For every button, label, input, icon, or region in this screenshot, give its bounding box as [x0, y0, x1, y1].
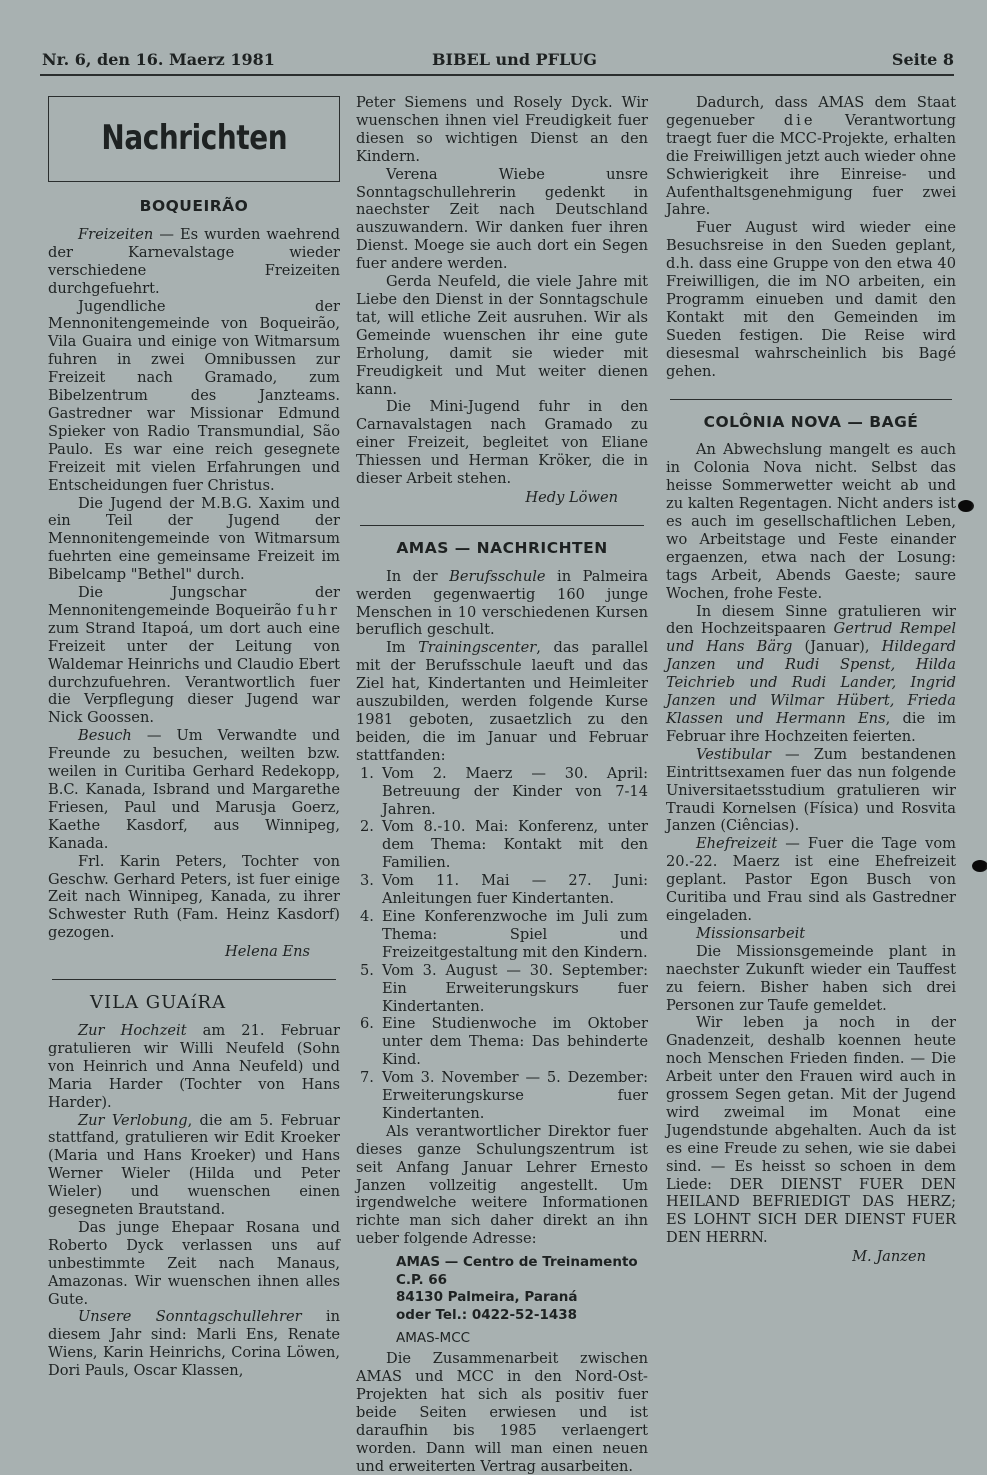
paragraph: Die Zusammenarbeit zwischen AMAS und MCC in den Nord-Ost-Projekten hat sich als positiv fuer beide Seiten erwiesen und ist daraufhin bis 1985 verlaengert worden. Dann will man einen neuen und erweiterten Vertrag ausarbeiten.: [356, 1350, 648, 1475]
list-item: 6. Eine Studienwoche im Oktober unter dem Thema: Das behinderte Kind.: [360, 1015, 648, 1069]
paragraph: Ehefreizeit — Fuer die Tage vom 20.-22. Maerz ist eine Ehefreizeit geplant. Pastor Egon Busch von Curitiba und Frau sind als Gastredner eingeladen.: [666, 835, 956, 924]
paragraph: Die Missionsgemeinde plant in naechster Zukunft wieder ein Tauffest zu feiern. Bisher haben sich drei Personen zur Taufe gemeldet.: [666, 942, 956, 1014]
paragraph: Peter Siemens und Rosely Dyck. Wir wuenschen ihnen viel Freudigkeit fuer diesen so wichtigen Dienst an den Kindern.: [356, 94, 648, 165]
paragraph: Zur Verlobung, die am 5. Februar stattfand, gratulieren wir Edit Kroeker (Maria und Hans Kroeker) und Hans Werner Wieler (Hilda und Peter Wieler) und wuenschen einen gesegneten Brautstand.: [48, 1111, 340, 1219]
punch-hole: [958, 500, 974, 512]
section-title-box: [48, 96, 340, 182]
paragraph: Fuer August wird wieder eine Besuchsreise in den Sueden geplant, d.h. dass eine Gruppe von den etwa 40 Freiwilligen, die im NO arbeiten, ein Programm einueben und damit den Kontakt mit den Gemeinden im Sueden festigen. Die Reise wird diesesmal wahrscheinlich bis Bagé gehen.: [666, 219, 956, 380]
amas-address: AMAS — Centro de Treinamento C.P. 66 84130 Palmeira, Paraná oder Tel.: 0422-52-1438: [396, 1254, 638, 1323]
subheading-amas-mcc: AMAS-MCC: [396, 1330, 471, 1347]
paragraph: Die Jungschar der Mennonitengemeinde Boqueirão fuhr zum Strand Itapoá, um dort auch eine Freizeit unter der Leitung von Waldemar Heinrichs und Claudio Ebert durchzufuehren. Verantwortlich fuer die Verpflegung dieser Jugend war Nick Goossen.: [48, 584, 340, 727]
column-2: [356, 94, 648, 1475]
list-item: 4. Eine Konferenzwoche im Juli zum Thema: Spiel und Freizeitgestaltung mit den Kindern.: [360, 907, 648, 961]
course-list: [356, 765, 648, 1123]
paragraph: Im Trainingscenter, das parallel mit der Berufsschule laeuft und das Ziel hat, Kindertanten und Heimleiter auszubilden, werden folgende Kurse 1981 geboten, zusaetzlich zu den beiden, die im Januar und Februar stattfanden:: [356, 639, 648, 764]
column-rule: [670, 399, 952, 400]
paragraph: Zur Hochzeit am 21. Februar gratulieren wir Willi Neufeld (Sohn von Heinrich und Anna Neufeld) und Maria Harder (Tochter von Hans Harder).: [48, 1021, 340, 1111]
column-rule: [52, 979, 336, 980]
signature-helena-ens: Helena Ens: [225, 943, 310, 961]
paragraph: Gerda Neufeld, die viele Jahre mit Liebe den Dienst in der Sonntagschule tat, will etliche Zeit ausruhen. Wir als Gemeinde wuenschen ihr eine gute Erholung, damit sie wieder mit Freudigkeit und Mut weiter dienen kann.: [356, 273, 648, 398]
signature-m-janzen: M. Janzen: [852, 1248, 926, 1266]
section-title: Nachrichten: [101, 118, 287, 159]
list-item: 7. Vom 3. November — 5. Dezember: Erweiterungskurse fuer Kindertanten.: [360, 1069, 648, 1122]
paragraph: Als verantwortlicher Direktor fuer dieses ganze Schulungszentrum ist seit Anfang Januar Lehrer Ernesto Janzen vollzeitig angestellt. Um irgendwelche weitere Informationen richte man sich daher direkt an ihn ueber folgende Adresse:: [356, 1122, 648, 1248]
paragraph: Vestibular — Zum bestandenen Eintrittsexamen fuer das nun folgende Universitaetsstudium gratulieren wir Traudi Kornelsen (Física) und Rosvita Janzen (Ciências).: [666, 745, 956, 835]
heading-colonia-nova: COLÔNIA NOVA — BAGÉ: [703, 412, 919, 431]
heading-vila-guaira: VILA GUAíRA: [90, 992, 227, 1014]
paragraph: In diesem Sinne gratulieren wir den Hochzeitspaaren Gertrud Rempel und Hans Bärg (Januar), Hildegard Janzen und Rudi Spenst, Hilda Teichrieb und Rudi Lander, Ingrid Janzen und Wilmar Hübert, Frieda Klassen und Hermann Ens, die im Februar ihre Hochzeiten feierten.: [666, 602, 956, 745]
paragraph: Jugendliche der Mennonitengemeinde von Boqueirão, Vila Guaira und einige von Witmarsum fuhren in zwei Omnibussen zur Freizeit nach Gramado, zum Bibelzentrum des Janzteams. Gastredner war Missionar Edmund Spieker von Radio Transmundial, São Paulo. Es war eine reich gesegnete Freizeit mit vielen Erfahrungen und Entscheidungen fuer Christus.: [48, 297, 340, 494]
header-rule: [40, 74, 954, 76]
heading-amas: AMAS — NACHRICHTEN: [396, 538, 608, 557]
newspaper-title: BIBEL und PFLUG: [432, 50, 597, 69]
paragraph: An Abwechslung mangelt es auch in Colonia Nova nicht. Selbst das heisse Sommerwetter weicht ab und zu kalten Regentagen. Nicht anders ist es auch im gesellschaftlichen Leben, wo Arbeitstage und Feste einander ergaenzen, etwa nach der Losung: tags Arbeit, Abends Gaeste; saure Wochen, frohe Feste.: [666, 441, 956, 602]
paragraph: Unsere Sonntagschullehrer in diesem Jahr sind: Marli Ens, Renate Wiens, Karin Heinrichs, Corina Löwen, Dori Pauls, Oscar Klassen,: [48, 1308, 340, 1380]
page-header: [42, 50, 954, 74]
issue-date: Nr. 6, den 16. Maerz 1981: [42, 50, 275, 69]
paragraph: Freizeiten — Es wurden waehrend der Karnevalstage wieder verschiedene Freizeiten durchgefuehrt.: [48, 225, 340, 297]
punch-hole: [972, 860, 987, 872]
heading-boqueirao: BOQUEIRÃO: [139, 197, 249, 215]
column-1: [48, 94, 340, 1380]
column-rule: [360, 525, 644, 526]
paragraph: In der Berufsschule in Palmeira werden gegenwaertig 160 junge Menschen in 10 verschiedenen Kursen beruflich geschult.: [356, 567, 648, 639]
lead-besuch: Besuch: [78, 727, 132, 745]
signature-hedy-loewen: Hedy Löwen: [525, 488, 618, 506]
list-item: 1. Vom 2. Maerz — 30. April: Betreuung der Kinder von 7-14 Jahren.: [360, 764, 648, 818]
paragraph: Die Mini-Jugend fuhr in den Carnavalstagen nach Gramado zu einer Freizeit, begleitet von Eliane Thiessen und Herman Kröker, die in dieser Arbeit stehen.: [356, 398, 648, 488]
list-item: 5. Vom 3. August — 30. September: Ein Erweiterungskurs fuer Kindertanten.: [360, 961, 648, 1015]
column-3: [666, 94, 956, 1266]
subheading-missionsarbeit: Missionsarbeit: [696, 924, 806, 942]
page-number: Seite 8: [891, 50, 954, 69]
paragraph: Wir leben ja noch in der Gnadenzeit, deshalb koennen heute noch Menschen Frieden finden. — Die Arbeit unter den Frauen wird auch in grossem Segen getan. Mit der Jugend wird zweimal im Monat eine Jugendstunde abgehalten. Auch da ist es eine Freude zu sehen, wie sie dabei sind. — Es heisst so schoen in dem Liede: DER DIENST FUER DEN HEILAND BEFRIEDIGT DAS HERZ; ES LOHNT SICH DER DIENST FUER DEN HERRN.: [666, 1014, 956, 1247]
paragraph: Besuch — Um Verwandte und Freunde zu besuchen, weilten bzw. weilen in Curitiba Gerhard Redekopp, B.C. Kanada, Isbrand und Margarethe Friesen, Paul und Marusja Goerz, Kaethe Kasdorf, aus Winnipeg, Kanada.: [48, 727, 340, 852]
paragraph: Die Jugend der M.B.G. Xaxim und ein Teil der Jugend der Mennonitengemeinde von Witmarsum fuehrten eine gemeinsame Freizeit im Bibelcamp "Bethel" durch.: [48, 494, 340, 584]
lead-freizeiten: Freizeiten: [78, 225, 154, 243]
paragraph: Das junge Ehepaar Rosana und Roberto Dyck verlassen uns auf unbestimmte Zeit nach Manaus, Amazonas. Wir wuenschen ihnen alles Gute.: [48, 1218, 340, 1308]
list-item: 3. Vom 11. Mai — 27. Juni: Anleitungen fuer Kindertanten.: [360, 872, 648, 908]
paragraph: Frl. Karin Peters, Tochter von Geschw. Gerhard Peters, ist fuer einige Zeit nach Winnipeg, Kanada, zu ihrer Schwester Ruth (Fam. Heinz Kasdorf) gezogen.: [48, 852, 340, 942]
paragraph: Dadurch, dass AMAS dem Staat gegenueber die Verantwortung traegt fuer die MCC-Projekte, erhalten die Freiwilligen jetzt auch wieder ohne Schwierigkeit ihre Einreise- und Aufenthaltsgenehmigung fuer zwei Jahre.: [666, 94, 957, 219]
list-item: 2. Vom 8.-10. Mai: Konferenz, unter dem Thema: Kontakt mit den Familien.: [360, 818, 648, 872]
paragraph: Verena Wiebe unsre Sonntagschullehrerin gedenkt in naechster Zeit nach Deutschland auszuwandern. Wir danken fuer ihren Dienst. Moege sie auch dort ein Segen fuer andere werden.: [356, 165, 648, 273]
